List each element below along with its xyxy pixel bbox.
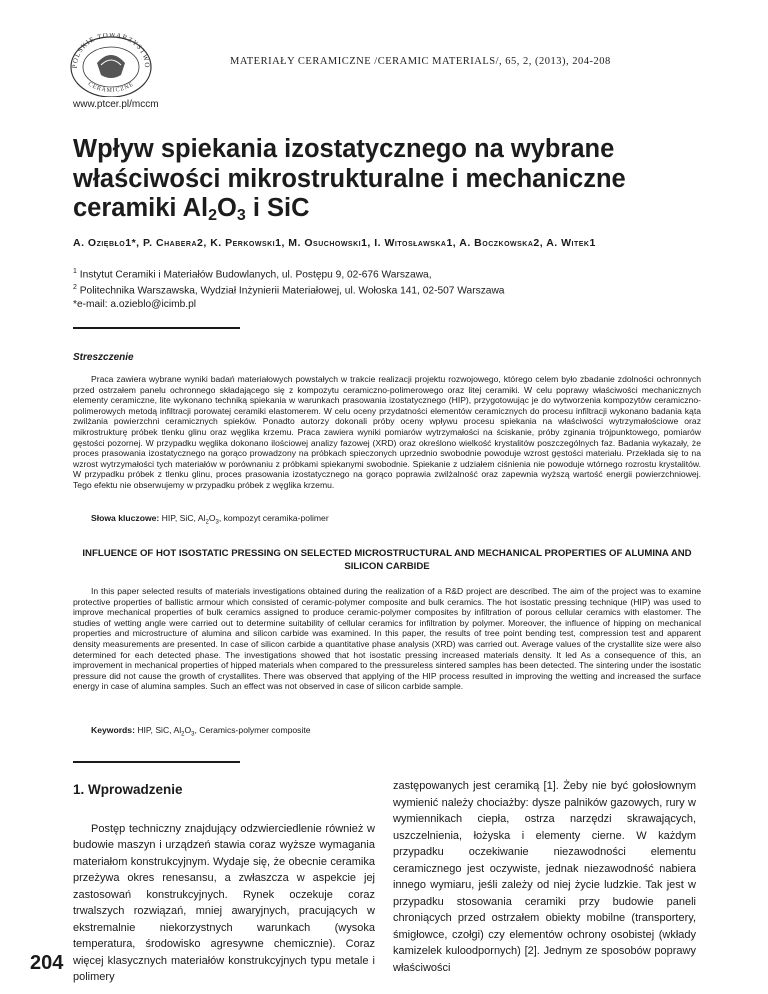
journal-url[interactable]: www.ptcer.pl/mccm xyxy=(73,99,159,110)
intro-paragraph-right: zastępowanych jest ceramiką [1]. Żeby nie być gołosłownym wymienić należy chociażby: dysze palników gazowych, rury w wymiennikach ciepła, ostrza narzędzi skrawających, uszczelnienia, łożyska i elementy cierne. W każdym przypadku oczekiwanie niezawodności elementu ceramicznego jest oczywiste, jednak niezawodność nabiera innego wymiaru, jeśli zależy od niej życie ludzkie. Tak jest w przypadku stosowania ceramiki przy budowie paneli chroniących przed ostrzałem obiekty mobilne (transportery, śmigłowce, czołgi) czy elementów ochrony osobistej (wkłady kamizelek kuloodpornych) [2]. Jednym ze sposobów poprawy właściwości xyxy=(393,780,696,974)
section-heading-intro: 1. Wprowadzenie xyxy=(73,782,183,797)
society-seal-icon xyxy=(63,33,159,97)
affiliations xyxy=(73,265,504,311)
author-list xyxy=(73,237,596,249)
intro-paragraph-left: Postęp techniczny znajdujący odzwierciedlenie również w budowie maszyn i urządzeń stawia coraz wyższe wymagania materiałom konstrukcyjnym. Wydaje się, że obecnie ceramika przeżywa okres renesansu, a zwłaszcza w aspekcie jej zastosowań konstrukcyjnych. Rynek oczekuje coraz trwalszych rozwiązań, mniej awaryjnych, pracujących w ekstremalnie niekorzystnych warunkach (wysoka temperatura, środowisko agresywne chemicznie). Coraz więcej klasycznych materiałów konstrukcyjnych typu metale i polimery xyxy=(73,822,375,983)
page-number: 204 xyxy=(30,952,64,974)
english-title: INFLUENCE OF HOT ISOSTATIC PRESSING ON SELECTED MICROSTRUCTURAL AND MECHANICAL PROPERTIES OF ALUMINA AND SILICON CARBIDE xyxy=(82,548,692,572)
affiliation-1: $^1$ Instytut Ceramiki i Materiałów Budowlanych, ul. Postępu 9, 02-676 Warszawa, xyxy=(73,268,432,281)
keywords-en: Keywords: HIP, SiC, $Al_2O_3$, Ceramics-polymer composite xyxy=(91,725,311,738)
svg-text:POLSKIE TOWARZYSTWO: POLSKIE TOWARZYSTWO xyxy=(70,33,152,69)
abstract-body-pl: Praca zawiera wybrane wyniki badań materiałowych powstałych w trakcie realizacji projektu rozwojowego, którego celem było zbadanie zdolności ochronnych przed ostrzałem panelu ochronnego składającego się z kompozytu ceramiczno-polimerowego oraz litej ceramiki. W celu poprawy właściwości mechanicznych elementy ceramiczne, lite wykonano techniką spiekania w warunkach prasowania izostatycznego (HIP), przygotowując je do wytworzenia kompozytów ceramiczno-polimerowych metodą infiltracji porowatej ceramiki elastomerem. W celu oceny przydatności elementów ceramicznych do procesu infiltracji wykonano badania kąta zwilżania powierzchni ceramicznych spieków. Ponadto autorzy dokonali próby oceny wpływu procesu spiekania na właściwości wytrzymałościowe oraz mikrostrukturę próbek tlenku glinu oraz węglika krzemu. Praca zawiera wyniki pomiarów wytrzymałości na ściskanie, próby zginania trójpunktowego, pomiarów gęstości pozornej. W przypadku węglika dokonano ilościowej analizy fazowej (XRD) oraz określono wielkość krystalitów poszczególnych faz. Badania wykazały, że proces prasowania izostatycznego na gorąco prowadzony na próbkach spieczonych uprzednio swobodnie powoduje wzrost gęstości materiału. Przekłada się to na wzrost wytrzymałości tych materiałów w porównaniu z próbkami spiekanymi swobodnie. Spiekanie z udziałem ciśnienia nie powoduje wtórnego rozrostu krystalitów. W przypadku próbek z tlenku glinu, proces prasowania izostatycznego na gorąco poprawia zwilżalność oraz zapewnia wyższą wartość energii powierzchniowej. Tego efektu nie obserwujemy w przypadku próbek z węglika krzemu. xyxy=(73,374,701,490)
corresponding-email[interactable]: *e-mail: a.ozieblo@icimb.pl xyxy=(73,298,197,310)
article-title xyxy=(73,135,713,224)
divider-rule xyxy=(73,327,240,329)
divider-rule-2 xyxy=(73,761,240,763)
title-line-3: ceramiki $Al_2O_3$ i SiC xyxy=(73,194,310,224)
svg-text:CERAMICZNE: CERAMICZNE xyxy=(86,81,136,94)
society-logo xyxy=(63,33,159,97)
journal-citation: MATERIAŁY CERAMICZNE /CERAMIC MATERIALS/, 65, 2, (2013), 204-208 xyxy=(230,56,611,67)
abstract-body-en: In this paper selected results of materials investigations obtained during the realization of a R&D project are described. The aim of the project was to examine protective properties of ballistic armour which consisted of ceramic-polymer composite and bulk ceramics. The hot isostatic pressing technique (HIP) was used to improve mechanical properties of bulk ceramics assigned to produce ceramic-polymer composites by infiltration of porous cellular ceramics with elastomer. The studies of wetting angle were carried out to determine suitability of cellular ceramics for infiltration by polymer. Moreover, the influence of hipping on mechanical properties and microstructure of alumina and silicon carbide was examined. In this paper, the results of tree point bending test, compression test and apparent density measurements are presented. In case of silicon carbide a quantitative phase analysis (XRD) was carried out. Average values of the crystallite size were also determined for each detected phase. The investigations showed that hot isostatic pressing increased materials density. It led As a consequence of this, an improvement in mechanical properties of hipped materials when compared to the pressureless sintered samples has been detected. The sintering under the isostatic pressure did not cause the growth of crystallites. There was observed that applying of the HIP process resulted in improving the wetting and increased the surface energy in case of alumina samples. Such an effect was not observed in case of silicon carbide sample. xyxy=(73,586,701,692)
keywords-pl: Słowa kluczowe: HIP, SiC, $Al_2O_3$, kompozyt ceramika-polimer xyxy=(91,513,329,526)
affiliation-2: $^2$ Politechnika Warszawska, Wydział Inżynierii Materiałowej, ul. Wołoska 141, 02-507 Warszawa xyxy=(73,284,505,297)
abstract-heading-pl: Streszczenie xyxy=(73,352,134,363)
intro-left-column xyxy=(73,782,375,986)
title-line-2: właściwości mikrostrukturalne i mechaniczne xyxy=(73,164,626,193)
authors-text: A. Oziębło1*, P. Chabera2, K. Perkowski1, M. Osuchowski1, I. Witosławska1, A. Boczkowska2, A. Witek1 xyxy=(73,237,596,249)
title-line-1: Wpływ spiekania izostatycznego na wybrane xyxy=(73,135,615,163)
intro-right-column xyxy=(393,778,696,976)
